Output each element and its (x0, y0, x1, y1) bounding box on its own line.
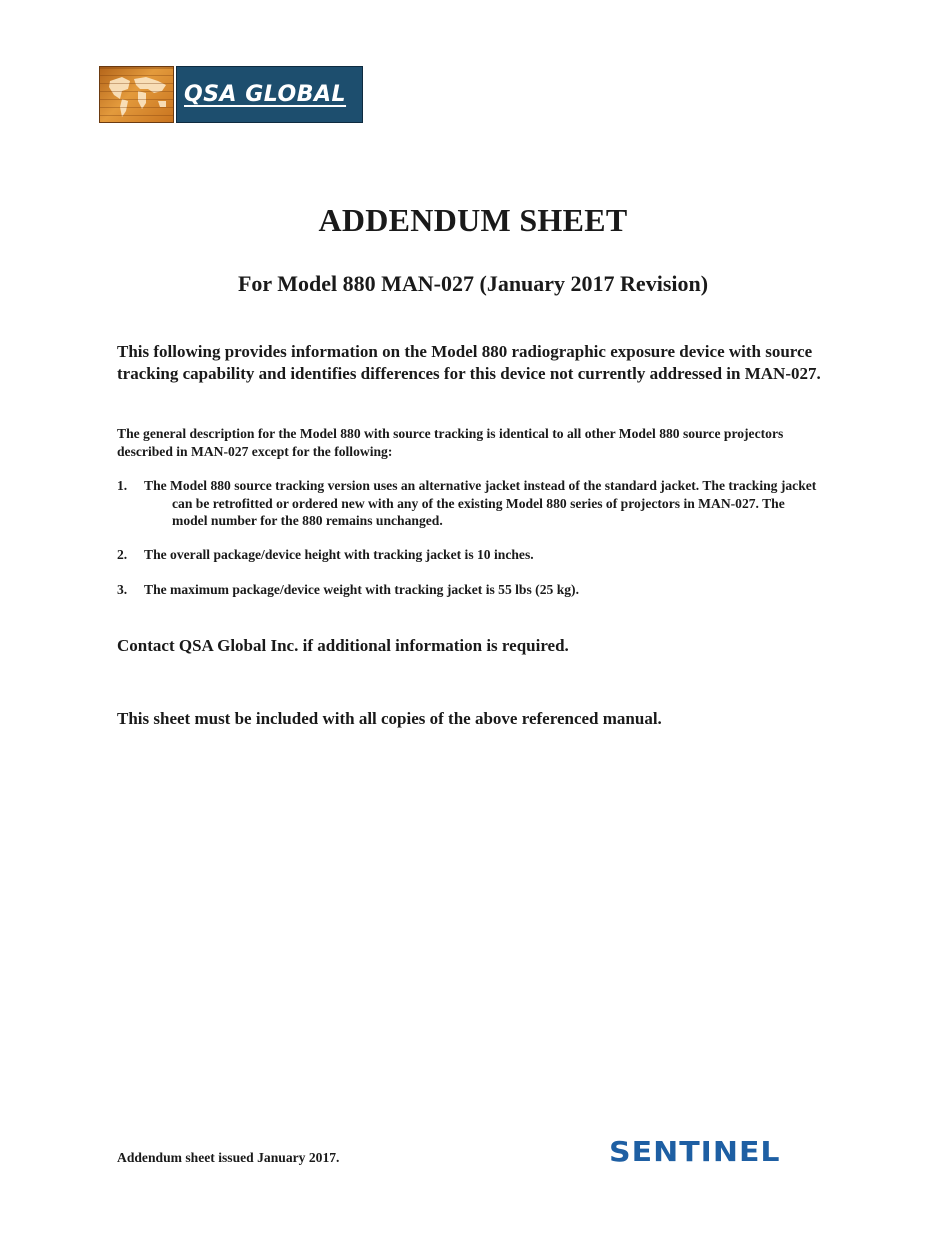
page-title: ADDENDUM SHEET (318, 202, 628, 238)
list-item-text: The overall package/device height with tracking jacket is 10 inches. (144, 547, 534, 562)
list-item (117, 581, 817, 599)
general-description: The general description for the Model 880 with source tracking is identical to all other Model 880 source projectors described in MAN-027 except for the following: (117, 426, 784, 459)
issue-date-footer: Addendum sheet issued January 2017. (117, 1150, 340, 1165)
intro-paragraph: This following provides information on the Model 880 radiographic exposure device with source tracking capability and identifies differences for this device not currently addressed in MAN-027. (117, 342, 821, 383)
logo-text: QSA GLOBAL (184, 82, 347, 107)
list-item (117, 477, 817, 530)
inclusion-notice: This sheet must be included with all copies of the above referenced manual. (117, 709, 662, 728)
qsa-global-logo (99, 66, 363, 123)
page-subtitle: For Model 880 MAN-027 (January 2017 Revision) (237, 271, 709, 296)
list-item-number: 2. (117, 547, 128, 562)
contact-note: Contact QSA Global Inc. if additional information is required. (117, 636, 569, 655)
logo-wordmark (176, 66, 363, 123)
list-item-text: The maximum package/device weight with tracking jacket is 55 lbs (25 kg). (144, 582, 579, 597)
list-item (117, 546, 817, 564)
list-item-number: 1. (117, 478, 128, 493)
world-map-icon (99, 66, 174, 123)
list-item-number: 3. (117, 582, 128, 597)
sentinel-logo: SENTINEL (609, 1136, 781, 1169)
list-item-text: The Model 880 source tracking version uses an alternative jacket instead of the standard jacket. The tracking jacket can be retrofitted or ordered new with any of the existing Model 880 series of projectors in MAN-027. The model number for the 880 remains unchanged. (144, 478, 817, 528)
